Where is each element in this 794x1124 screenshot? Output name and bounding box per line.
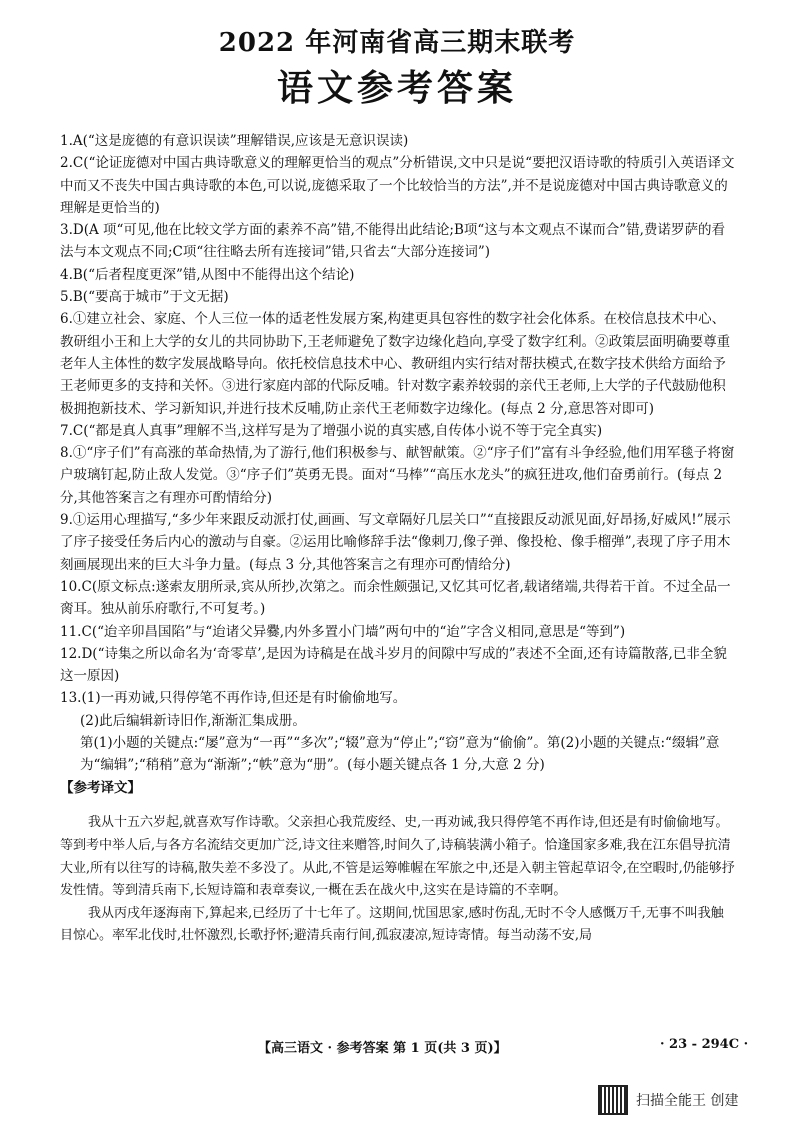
answer-item bbox=[60, 509, 736, 576]
answer-item bbox=[60, 643, 736, 688]
watermark-text: 扫描全能王 创建 bbox=[636, 1093, 739, 1109]
answer-text: B(“要高于城市”于文无据) bbox=[72, 289, 229, 306]
footer-page-info: 【高三语文 · 参考答案 第 1 页(共 3 页)】 bbox=[258, 1041, 507, 1056]
qr-code-icon bbox=[598, 1085, 628, 1115]
answer-number: 1. bbox=[60, 133, 73, 149]
answer-item bbox=[60, 130, 736, 152]
answer-text: C(“论证庞德对中国古典诗歌意义的理解更恰当的观点”分析错误,文中只是说“要把汉语诗歌的特质引入英语译文中而又不丧失中国古典诗歌的本色,可以说,庞德采取了一个比较恰当的方法”,并不是说庞德对中国古典诗歌意义的理解是更恰当的) bbox=[60, 155, 735, 216]
answer-item bbox=[60, 286, 736, 308]
answer-item bbox=[60, 687, 736, 709]
answer-text: ①建立社会、家庭、个人三位一体的适老性发展方案,构建更具包容性的数字社会化体系。在校信息技术中心、教研组小王和上大学的女儿的共同协助下,王老师避免了数字边缘化趋向,享受了数字红利。②政策层面明确要尊重老年人主体性的数字发展战略导向。依托校信息技术中心、教研组内实行结对帮扶模式,在数字技术供给方面给予王老师更多的支持和关怀。③进行家庭内部的代际反哺。针对数字素养较弱的亲代王老师,上大学的子代鼓励他积极拥抱新技术、学习新知识,并进行技术反哺,防止亲代王老师数字边缘化。(每点 2 分,意思答对即可) bbox=[60, 311, 731, 417]
answer-text: C(原文标点:遂索友朋所录,宾从所抄,次第之。而余性颇强记,又忆其可忆者,载诸绪端,共得若干首。不过全品一脔耳。独从前乐府歌行,不可复考。) bbox=[60, 578, 731, 618]
answer-number: 10. bbox=[60, 578, 82, 595]
footer-code: · 23 - 294C · bbox=[660, 1037, 749, 1052]
answer-text: D(A 项“可见,他在比较文学方面的素养不高”错,不能得出此结论;B项“这与本文观点不谋而合”错,费诺罗萨的看法与本文观点不同;C项“往往略去所有连接词”错,只省去“大部分连接词”) bbox=[60, 222, 725, 261]
scanner-watermark bbox=[598, 1083, 738, 1117]
answer-text: (1)一再劝诫,只得停笔不再作诗,但还是有时偷偷地写。 bbox=[81, 690, 407, 707]
answer-number: 12. bbox=[60, 645, 82, 662]
answer-number: 13. bbox=[60, 690, 82, 707]
answer-item bbox=[60, 264, 736, 286]
document-subtitle: 语文参考答案 bbox=[276, 67, 517, 109]
answer-item bbox=[60, 219, 736, 264]
answer-number: 9. bbox=[60, 512, 73, 529]
answer-text: A(“这是庞德的有意识误读”理解错误,应该是无意识误读) bbox=[72, 133, 409, 149]
answer-number: 8. bbox=[60, 445, 73, 462]
answer-item bbox=[60, 420, 736, 442]
answer-item bbox=[60, 442, 736, 509]
answer-number: 6. bbox=[60, 311, 73, 328]
answer-number: 5. bbox=[60, 289, 73, 306]
answer-item bbox=[60, 308, 736, 419]
scoring-note: 第(1)小题的关键点:“屡”意为“一再”“多次”;“辍”意为“停止”;“窃”意为“偷偷”。第(2)小题的关键点:“缀辑”意为“编辑”;“稍稍”意为“渐渐”;“帙”意为“册”。(每小题关键点各 1 分,大意 2 分) bbox=[80, 735, 720, 774]
answer-number: 11. bbox=[60, 623, 82, 640]
answer-text: ①运用心理描写,“多少年来跟反动派打仗,画画、写文章隔好几层关口”“直接跟反动派见面,好昂扬,好威风!”展示了序子接受任务后内心的激动与自豪。②运用比喻修辞手法“像刺刀,像子弹、像投枪、像手榴弹”,表现了序子用木刻画展现出来的巨大斗争力量。(每点 3 分,其他答案言之有理亦可酌情给分) bbox=[60, 512, 731, 573]
answer-item bbox=[60, 576, 736, 621]
answer-text: ①“序子们”有高涨的革命热情,为了游行,他们积极参与、献智献策。②“序子们”富有斗争经验,他们用军毯子将窗户玻璃钉起,防止敌人发觉。③“序子们”英勇无畏。面对“马棒”“高压水龙头”的疯狂进攻,他们奋勇前行。(每点 2 分,其他答案言之有理亦可酌情给分) bbox=[60, 445, 735, 506]
answer-text: D(“诗集之所以命名为‘奇零草’,是因为诗稿是在战斗岁月的间隙中写成的”表述不全面,还有诗篇散落,已非全貌这一原因) bbox=[60, 645, 727, 685]
reference-paragraph: 我从丙戌年逐海南下,算起来,已经历了十七年了。这期间,忧国思家,感时伤乱,无时不令人感慨万千,无事不叫我触目惊心。率军北伐时,壮怀激烈,长歌抒怀;避清兵南行间,孤寂凄凉,短诗寄情。每当动荡不安,局 bbox=[60, 905, 724, 944]
answer-text: C(“都是真人真事”理解不当,这样写是为了增强小说的真实感,自传体小说不等于完全真实) bbox=[72, 422, 603, 439]
answer-text: C(“迨辛卯昌国陷”与“迨诸父异爨,内外多置小门墙”两句中的“迨”字含义相同,意思是“等到”) bbox=[81, 623, 626, 640]
answer-number: 4. bbox=[60, 266, 73, 283]
answer-subitem: (2)此后编辑新诗旧作,渐渐汇集成册。 bbox=[80, 712, 306, 729]
reference-paragraph: 我从十五六岁起,就喜欢写作诗歌。父亲担心我荒废经、史,一再劝诫,我只得停笔不再作诗,但还是有时偷偷地写。等到考中举人后,与各方名流结交更加广泛,诗文往来赠答,时间久了,诗稿装满小箱子。恰逢国家多难,我在江东倡导抗清大业,所有以往写的诗稿,散失差不多没了。从此,不管是运筹帷幄在军旅之中,还是入朝主管起草诏令,在空暇时,仍能够抒发性情。等到清兵南下,长短诗篇和表章奏议,一概在丢在战火中,这实在是诗篇的不幸啊。 bbox=[60, 815, 735, 899]
answer-text: B(“后者程度更深”错,从图中不能得出这个结论) bbox=[72, 266, 355, 283]
answer-item bbox=[60, 152, 736, 219]
answer-number: 3. bbox=[60, 222, 73, 239]
document-title: 2022 年河南省高三期末联考 bbox=[218, 28, 576, 58]
page-footer bbox=[0, 1037, 794, 1059]
reference-heading: 【参考译文】 bbox=[60, 779, 141, 796]
answer-list bbox=[60, 130, 736, 948]
answer-number: 7. bbox=[60, 422, 73, 439]
answer-item bbox=[60, 621, 736, 643]
answer-number: 2. bbox=[60, 155, 73, 172]
